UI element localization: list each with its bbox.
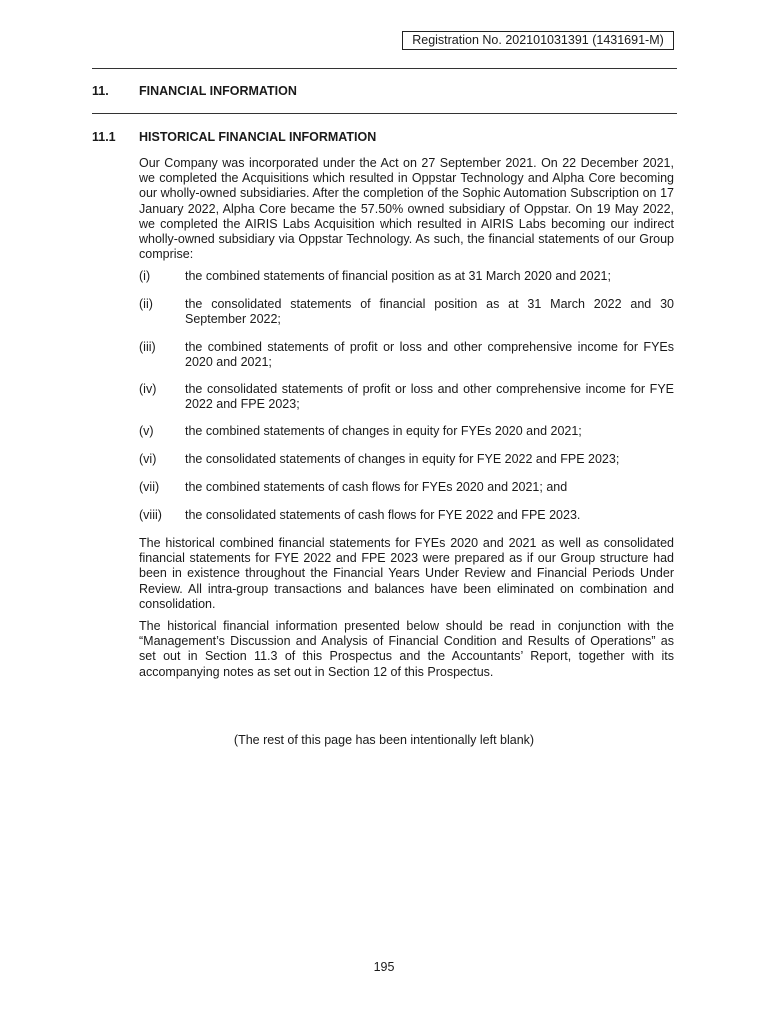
list-text: the consolidated statements of changes in equity for FYE 2022 and FPE 2023;: [185, 452, 620, 466]
list-text: the combined statements of cash flows for FYEs 2020 and 2021; and: [185, 480, 568, 494]
list-marker: (ii): [139, 297, 153, 311]
top-divider: [92, 68, 677, 69]
subsection-number: 11.1: [92, 130, 116, 144]
list-marker: (iii): [139, 340, 156, 354]
list-text: the consolidated statements of financial position as at 31 March 2022 and 30 September 2022;: [185, 297, 674, 327]
section-divider: [92, 113, 677, 114]
combined-statements-paragraph: The historical combined financial statements for FYEs 2020 and 2021 as well as consolidated financial statements for FYE 2022 and FPE 2023 were prepared as if our Group structure had been in existence throughout the Financial Years Under Review and Financial Periods Under Review. All intra-group transactions and balances have been eliminated on combination and consolidation.: [139, 536, 674, 611]
list-marker: (viii): [139, 508, 162, 522]
list-text: the consolidated statements of profit or loss and other comprehensive income for FYE 2022 and FPE 2023;: [185, 382, 674, 412]
list-item: [139, 340, 674, 370]
list-item: [139, 424, 674, 439]
list-item: [139, 382, 674, 412]
list-marker: (i): [139, 269, 151, 283]
intro-paragraph: Our Company was incorporated under the Act on 27 September 2021. On 22 December 2021, we completed the Acquisitions which resulted in Oppstar Technology and Alpha Core becoming our wholly-owned subsidiaries. After the completion of the Sophic Automation Subscription on 17 January 2022, Alpha Core became the 57.50% owned subsidiary of Oppstar. On 19 May 2022, we completed the AIRIS Labs Acquisition which resulted in AIRIS Labs becoming our indirect wholly-owned subsidiary via Oppstar Technology. As such, the financial statements of our Group comprise:: [139, 156, 674, 262]
list-item: [139, 297, 674, 327]
section-heading: [92, 83, 297, 99]
registration-number: Registration No. 202101031391 (1431691-M): [412, 33, 664, 47]
list-marker: (iv): [139, 382, 157, 396]
list-text: the combined statements of profit or loss and other comprehensive income for FYEs 2020 and 2021;: [185, 340, 674, 370]
list-item: [139, 269, 674, 284]
list-item: [139, 480, 674, 495]
list-item: [139, 452, 674, 467]
list-item: [139, 508, 674, 523]
intentionally-blank-note: (The rest of this page has been intentionally left blank): [233, 733, 535, 747]
list-marker: (vi): [139, 452, 157, 466]
list-text: the combined statements of changes in equity for FYEs 2020 and 2021;: [185, 424, 582, 438]
conjunction-paragraph: The historical financial information presented below should be read in conjunction with the “Management’s Discussion and Analysis of Financial Condition and Results of Operations” as set out in Section 11.3 of this Prospectus and the Accountants’ Report, together with its accompanying notes as set out in Section 12 of this Prospectus.: [139, 619, 674, 679]
list-text: the consolidated statements of cash flows for FYE 2022 and FPE 2023.: [185, 508, 581, 522]
subsection-title: HISTORICAL FINANCIAL INFORMATION: [139, 130, 377, 144]
registration-number-box: [402, 31, 674, 50]
subsection-heading: [92, 129, 376, 145]
page-number: 195: [373, 960, 395, 974]
list-marker: (vii): [139, 480, 160, 494]
list-marker: (v): [139, 424, 154, 438]
section-number: 11.: [92, 84, 109, 98]
section-title: FINANCIAL INFORMATION: [139, 84, 297, 98]
list-text: the combined statements of financial position as at 31 March 2020 and 2021;: [185, 269, 611, 283]
